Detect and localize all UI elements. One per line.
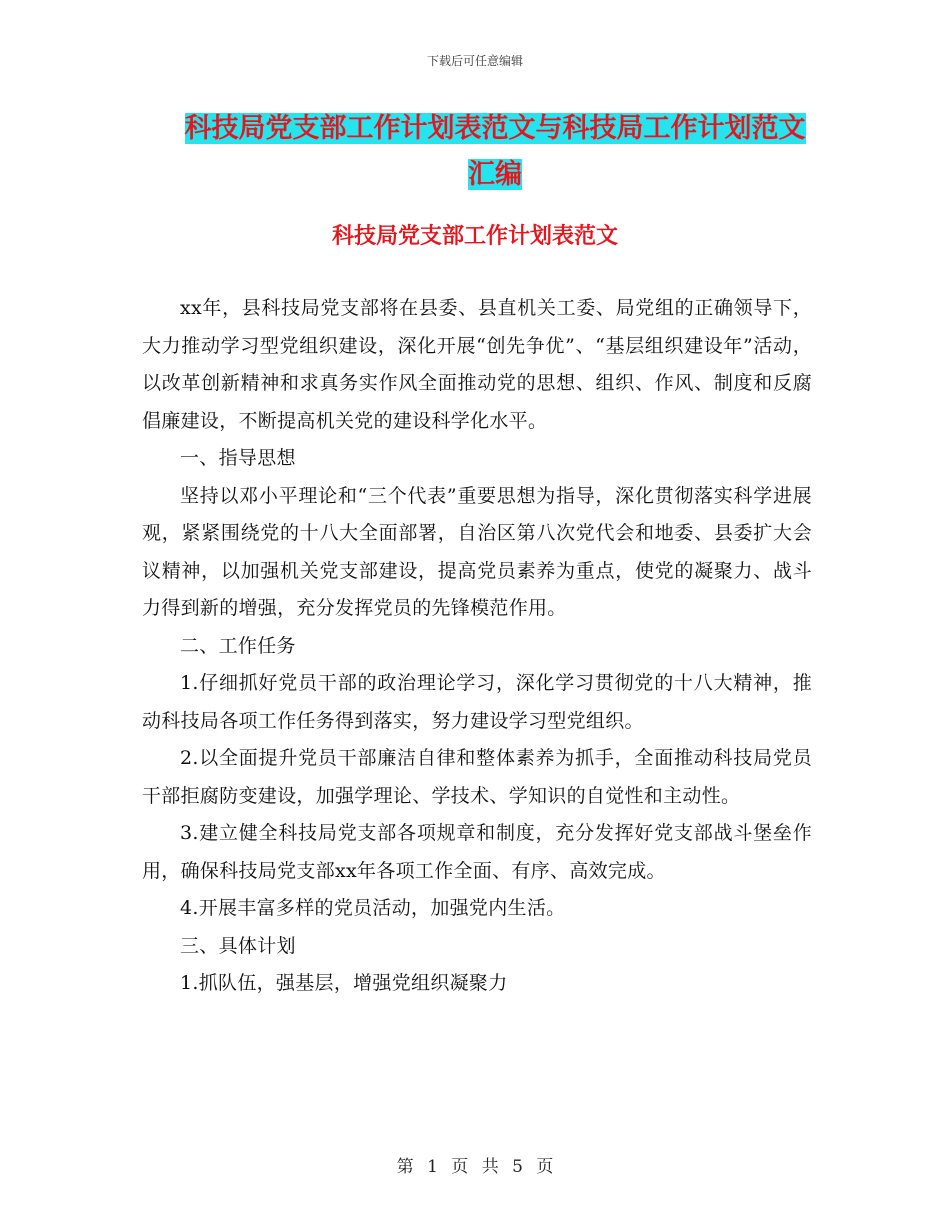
task-item-2: 2.以全面提升党员干部廉洁自律和整体素养为抓手，全面推动科技局党员干部拒腐防变建设，加强学理论、学技术、学知识的自觉性和主动性。 xyxy=(142,747,812,807)
title-line-1: 科技局党支部工作计划表范文与科技局工作计划范文 xyxy=(184,113,806,144)
section-title: 科技局党支部工作计划表范文 xyxy=(331,223,618,249)
paragraph-guiding-ideology: 坚持以邓小平理论和“三个代表”重要思想为指导，深化贯彻落实科学进展观，紧紧围绕党的十八大全面部署，自治区第八次党代会和地委、县委扩大会议精神，以加强机关党支部建设，提高党员素养为重点，使党的凝聚力、战斗力得到新的增强，充分发挥党员的先锋模范作用。 xyxy=(142,484,812,619)
header-note: 下载后可任意编辑 xyxy=(426,54,523,68)
title-line-2: 汇编 xyxy=(468,159,522,190)
heading-specific-plan: 三、具体计划 xyxy=(180,934,296,957)
task-item-3: 3.建立健全科技局党支部各项规章和制度，充分发挥好党支部战斗堡垒作用，确保科技局党支部xx年各项工作全面、有序、高效完成。 xyxy=(142,822,812,882)
task-item-4: 4.开展丰富多样的党员活动，加强党内生活。 xyxy=(180,897,566,919)
page-footer: 第 1 页 共 5 页 xyxy=(396,1157,554,1177)
heading-guiding-ideology: 一、指导思想 xyxy=(180,447,296,469)
task-item-1: 1.仔细抓好党员干部的政治理论学习，深化学习贯彻党的十八大精神，推动科技局各项工作任务得到落实，努力建设学习型党组织。 xyxy=(142,672,812,732)
heading-work-tasks: 二、工作任务 xyxy=(180,634,296,657)
document-title xyxy=(150,106,840,198)
body-text xyxy=(142,290,812,1003)
paragraph-intro: xx年，县科技局党支部将在县委、县直机关工委、局党组的正确领导下，大力推动学习型党组织建设，深化开展“创先争优”、“基层组织建设年”活动，以改革创新精神和求真务实作风全面推动党的思想、组织、作风、制度和反腐倡廉建设，不断提高机关党的建设科学化水平。 xyxy=(142,297,812,432)
plan-item-1: 1.抓队伍，强基层，增强党组织凝聚力 xyxy=(180,972,508,994)
